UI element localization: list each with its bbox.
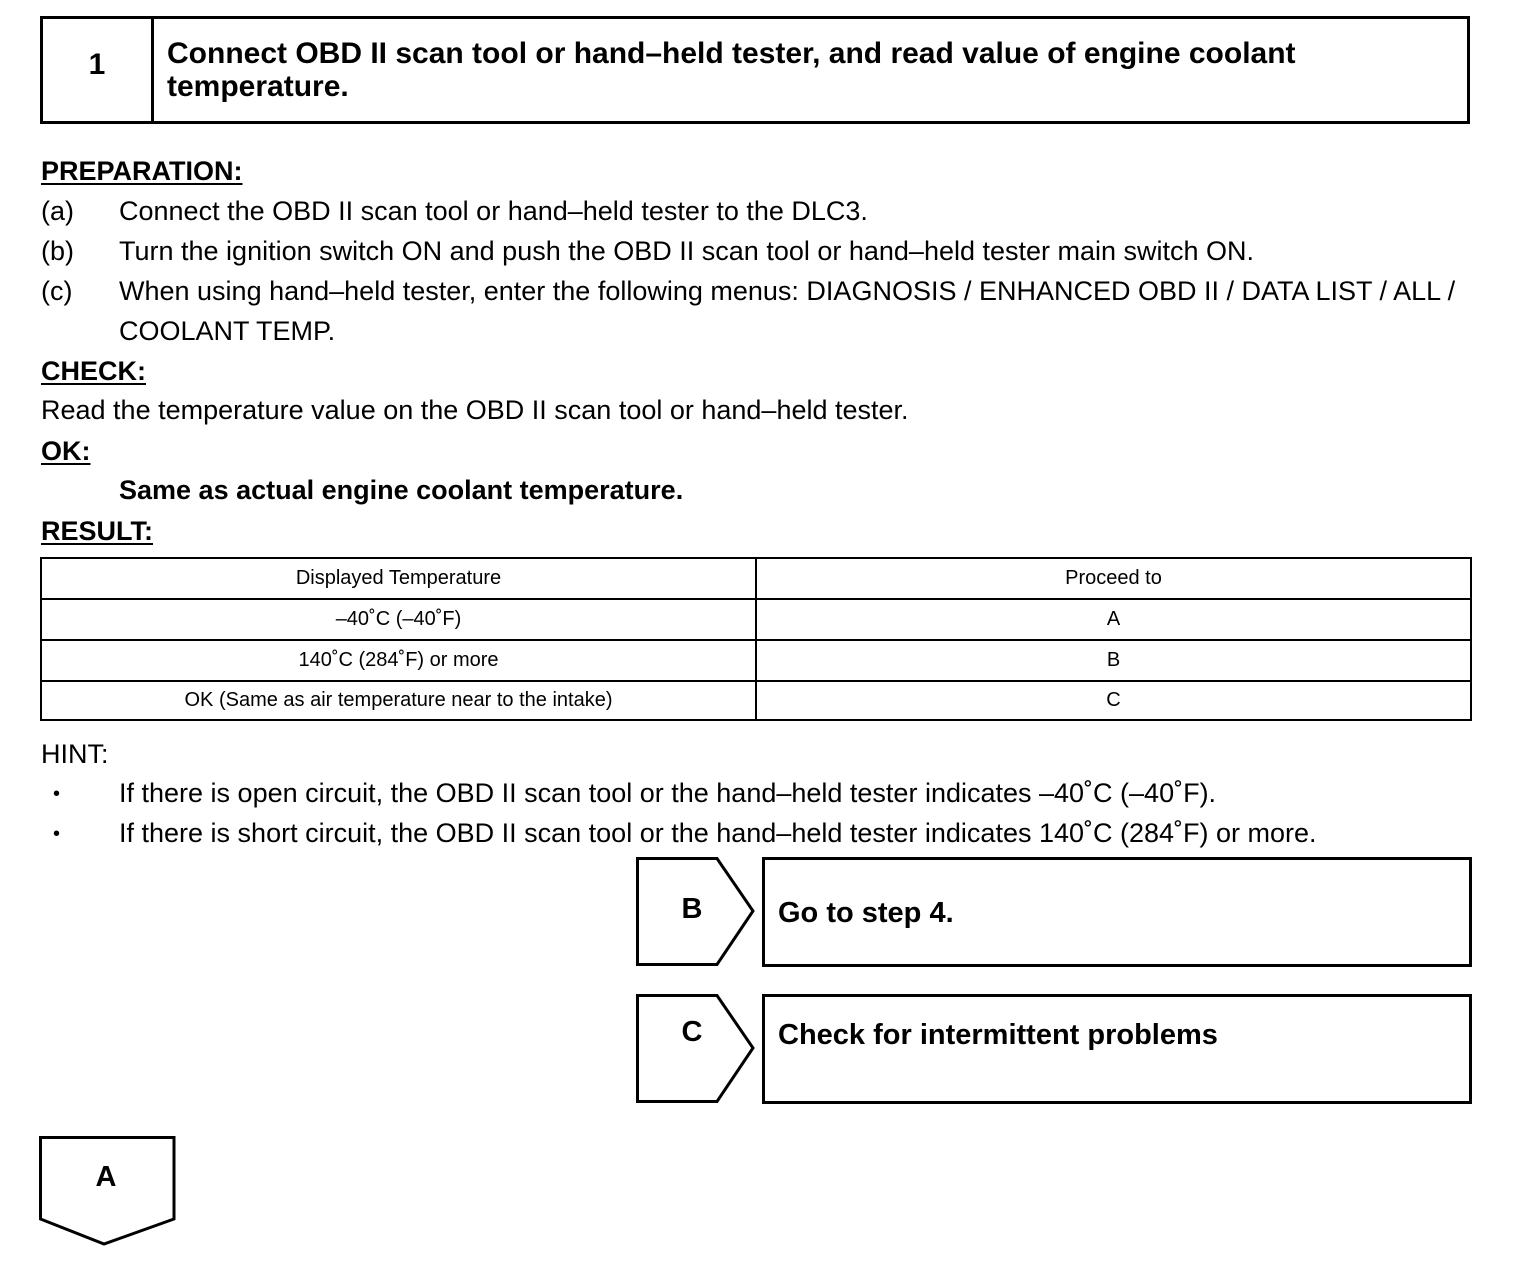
prep-item-b-letter: (b) — [41, 236, 74, 266]
table-row — [41, 599, 1471, 640]
continue-a-label: A — [95, 1161, 117, 1193]
branch-b-box — [762, 857, 1472, 967]
table-cell: C — [756, 681, 1471, 720]
table-header-cell: Proceed to — [756, 558, 1471, 599]
prep-item-a-text: Connect the OBD II scan tool or hand–held tester to the DLC3. — [119, 196, 868, 226]
prep-item-a-letter: (a) — [41, 196, 74, 226]
table-row — [41, 681, 1471, 720]
table-cell: A — [756, 599, 1471, 640]
branch-b-text: Go to step 4. — [778, 897, 954, 929]
table-cell: OK (Same as air temperature near to the intake) — [41, 681, 756, 720]
branch-c-box — [762, 994, 1472, 1104]
check-text: Read the temperature value on the OBD II scan tool or hand–held tester. — [41, 395, 909, 425]
hint-heading: HINT: — [41, 739, 109, 769]
preparation-heading: PREPARATION: — [41, 156, 243, 186]
branch-c-arrow-icon — [636, 994, 758, 1104]
hint-item: If there is short circuit, the OBD II scan tool or the hand–held tester indicates 140˚C (284˚F) or more. — [119, 818, 1317, 848]
table-cell: B — [756, 640, 1471, 681]
branch-c-text: Check for intermittent problems — [778, 1019, 1218, 1051]
result-heading: RESULT: — [41, 516, 153, 546]
hint-item: If there is open circuit, the OBD II scan tool or the hand–held tester indicates –40˚C (–40˚F). — [119, 778, 1217, 808]
ok-heading: OK: — [41, 436, 91, 466]
result-table — [40, 557, 1472, 721]
table-row — [41, 640, 1471, 681]
check-heading: CHECK: — [41, 356, 146, 386]
bullet-icon: • — [53, 823, 61, 845]
prep-item-c-letter: (c) — [41, 276, 73, 306]
table-cell: 140˚C (284˚F) or more — [41, 640, 756, 681]
prep-item-b-text: Turn the ignition switch ON and push the OBD II scan tool or hand–held tester main switch ON. — [119, 236, 1255, 266]
branch-c-label: C — [681, 1016, 703, 1048]
step-header — [40, 16, 1470, 124]
ok-text: Same as actual engine coolant temperature. — [119, 475, 684, 505]
step-title: Connect OBD II scan tool or hand–held tester, and read value of engine coolant temperature. — [167, 37, 1296, 103]
table-header-row — [41, 558, 1471, 599]
table-header-cell: Displayed Temperature — [41, 558, 756, 599]
table-cell: –40˚C (–40˚F) — [41, 599, 756, 640]
bullet-icon: • — [53, 783, 61, 805]
step-number: 1 — [43, 19, 154, 121]
branch-b-label: B — [681, 893, 703, 925]
prep-item-c-text: When using hand–held tester, enter the following menus: DIAGNOSIS / ENHANCED OBD II / DATA LIST / ALL / COOLANT TEMP. — [119, 276, 1456, 346]
